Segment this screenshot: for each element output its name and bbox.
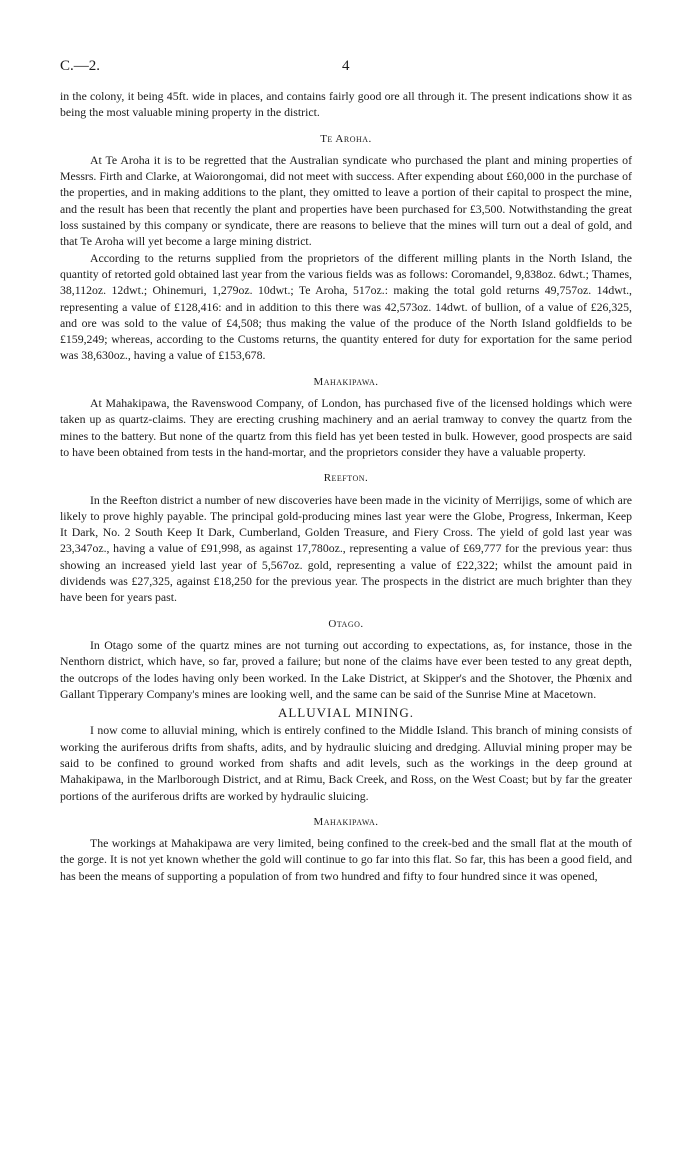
- paragraph: I now come to alluvial mining, which is entirely confined to the Middle Island. This branch of mining consists of working the auriferous drifts from shafts, adits, and by hydraulic sluicing and dredging. Alluvial mining proper may be said to be confined to ground worked from shafts and adit levels, such as the workings in the deep ground at Mahakipawa, in the Marlborough District, and at Rimu, Back Creek, and Ross, on the West Coast; but by far the greater portions of the auriferous drifts are worked by hydraulic sluicing.: [60, 723, 632, 803]
- paragraph-continuation: in the colony, it being 45ft. wide in places, and contains fairly good ore all through it. The present indications show it as being the most valuable mining property in the district.: [60, 89, 632, 120]
- section-heading-alluvial-mining: ALLUVIAL MINING.: [277, 705, 415, 721]
- paragraph: In the Reefton district a number of new discoveries have been made in the vicinity of Merrijigs, some of which are likely to prove highly payable. The principal gold-producing mines last year were the Globe, Progress, Inkerman, Keep It Dark, No. 2 South Keep It Dark, Cumberland, Golden Treasure, and Fiery Cross. The yield of gold last year was 23,347oz., having a value of £91,998, as against 17,780oz., representing a value of £69,777 for the previous year: thus showing an increased yield last year of 5,567oz. gold, representing a value of £22,322; whilst the amount paid in dividends was £27,325, against £18,250 for the previous year. The prospects in the district are much brighter than they have been for years past.: [60, 492, 632, 605]
- paragraph: In Otago some of the quartz mines are not turning out according to expectations, as, for instance, those in the Nenthorn district, which have, so far, proved a failure; but none of the claims have ever been tested to any great depth, the outcrops of the lodes having only been worked. In the Lake District, at Skipper's and the Shotover, the Phœnix and Gallant Tipperary Company's mines are looking well, and the same can be said of the Sunrise Mine at Macetown.: [60, 637, 632, 701]
- document-reference: C.—2.: [60, 58, 101, 74]
- section-heading-mahakipawa: Mahakipawa.: [313, 375, 379, 388]
- section-heading-te-aroha: Te Aroha.: [320, 132, 372, 145]
- paragraph: At Mahakipawa, the Ravenswood Company, of London, has purchased five of the licensed holdings which were taken up as quartz-claims. They are erecting crushing machinery and an aerial tramway to convey the quartz from the mines to the battery. But none of the quartz from this field has yet been tested in bulk. However, good prospects are said to have been obtained from tests in the hand-mortar, and the proprietors consider they have a valuable property.: [60, 396, 632, 459]
- paragraph: According to the returns supplied from the proprietors of the different milling plants in the North Island, the quantity of retorted gold obtained last year from the various fields was as follows: Coromandel, 9,838oz. 6dwt.; Thames, 38,112oz. 12dwt.; Ohinemuri, 1,279oz. 10dwt.; Te Aroha, 517oz.: making the total gold returns 49,757oz. 14dwt., representing a value of £128,416: and in addition to this there was 42,573oz. 14dwt. of bullion, of a value of £26,325, and ore was sold to the value of £4,508; thus making the value of the produce of the North Island goldfields to be £159,249; whereas, according to the Customs returns, the quantity entered for duty for exportation for the same period was 38,630oz., having a value of £153,678.: [60, 250, 632, 363]
- paragraph: The workings at Mahakipawa are very limited, being confined to the creek-bed and the small flat at the mouth of the gorge. It is not yet known whether the gold will continue to go far into this flat. So far, this has been a good field, and has been the means of supporting a population of from two hundred and fifty to four hundred since it was opened,: [60, 836, 632, 883]
- section-heading-reefton: Reefton.: [323, 472, 369, 485]
- section-heading-otago: Otago.: [328, 617, 364, 630]
- document-body: [60, 88, 632, 884]
- section-heading-mahakipawa-alluvial: Mahakipawa.: [313, 815, 379, 828]
- page-number: 4: [342, 58, 350, 74]
- paragraph: At Te Aroha it is to be regretted that the Australian syndicate who purchased the plant and mining properties of Messrs. Firth and Clarke, at Waiorongomai, did not meet with success. After expending about £60,000 in the purchase of the properties, and in making additions to the plant, they omitted to leave a portion of their capital to prospect the mine, and the result has been that recently the plant and properties have been purchased for £3,500. Notwithstanding the great loss sustained by this company or syndicate, there are reasons to believe that the mines will turn out a deal of gold, and that Te Aroha will yet become a large mining district.: [60, 152, 632, 249]
